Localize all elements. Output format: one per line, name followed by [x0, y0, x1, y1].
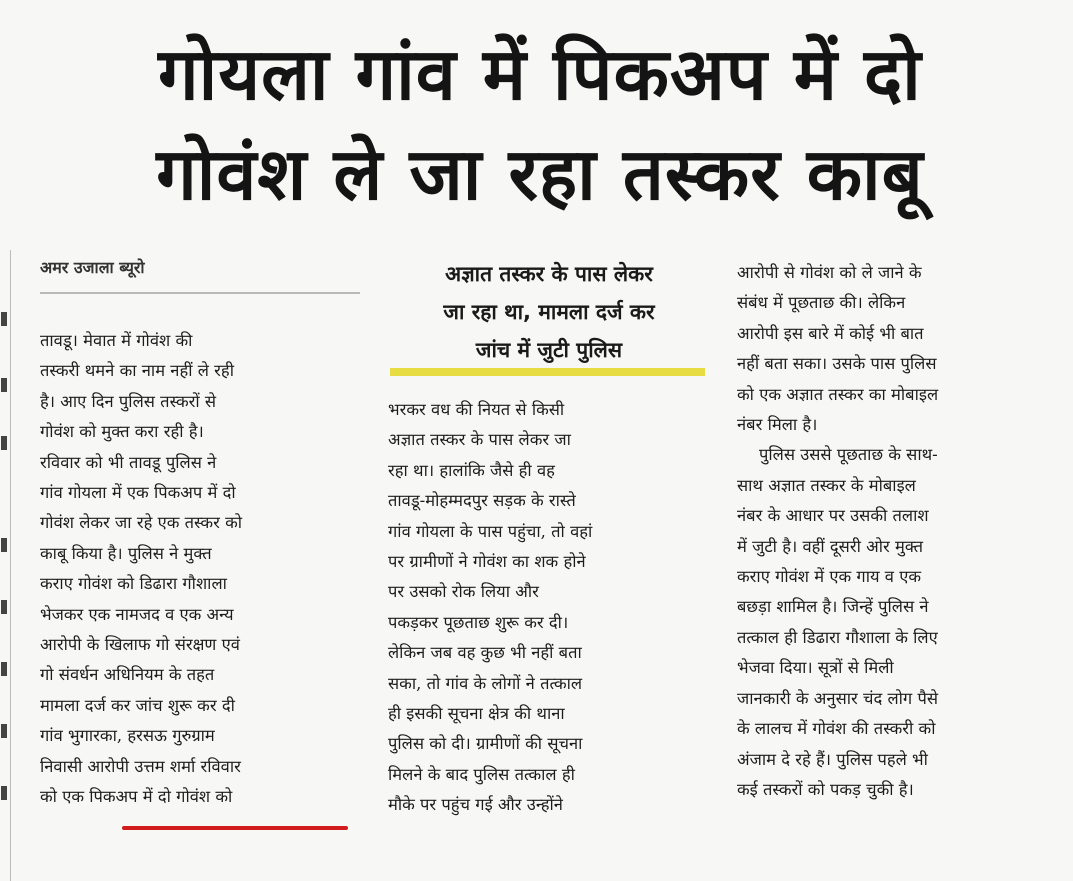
subheadline-line-1: अज्ञात तस्कर के पास लेकर [445, 262, 653, 286]
col3-line: भेजवा दिया। सूत्रों से मिली [737, 658, 894, 678]
col1-line: गांव गोयला में एक पिकअप में दो [40, 483, 236, 503]
col2-line: लेकिन जब वह कुछ भी नहीं बता [388, 643, 582, 663]
col2-line: पर उसको रोक लिया और [388, 582, 539, 602]
col3-line: संबंध में पूछताछ की। लेकिन [737, 293, 906, 313]
col3-line: के लालच में गोवंश की तस्करी को [737, 719, 936, 739]
col3-line: कई तस्करों को पकड़ चुकी है। [737, 779, 914, 799]
col3-line: जानकारी के अनुसार चंद लोग पैसे [737, 688, 938, 708]
col2-line: पर ग्रामीणों ने गोवंश का शक होने [388, 552, 586, 572]
col2-line: मिलने के बाद पुलिस तत्काल ही [388, 764, 575, 784]
col1-line: है। आए दिन पुलिस तस्करों से [40, 391, 217, 411]
col3-line: अंजाम दे रहे हैं। पुलिस पहले भी [737, 749, 928, 769]
article-column-2 [388, 395, 710, 821]
col2-line: सका, तो गांव के लोगों ने तत्काल [388, 673, 583, 693]
col2-line: ही इसकी सूचना क्षेत्र की थाना [388, 704, 565, 724]
col1-line: काबू किया है। पुलिस ने मुक्त [40, 543, 212, 563]
subheadline-line-3: जांच में जुटी पुलिस [475, 338, 623, 362]
col1-line: मामला दर्ज कर जांच शुरू कर दी [40, 695, 235, 715]
col2-line: पुलिस को दी। ग्रामीणों की सूचना [388, 734, 583, 754]
col2-line: मौके पर पहुंच गई और उन्होंने [388, 795, 563, 815]
col1-line: गोवंश को मुक्त करा रही है। [40, 422, 204, 442]
col2-line: रहा था। हालांकि जैसे ही वह [388, 460, 555, 480]
col1-line: को एक पिकअप में दो गोवंश को [40, 787, 233, 807]
article-column-1 [40, 326, 360, 813]
col3-line: आरोपी से गोवंश को ले जाने के [737, 263, 922, 282]
subheadline [388, 255, 710, 369]
subheadline-line-2: जा रहा था, मामला दर्ज कर [443, 300, 655, 324]
col2-line: भरकर वध की नियत से किसी [388, 400, 565, 419]
subheadline-underline [390, 368, 705, 376]
article-column-3 [737, 258, 1057, 805]
col1-line: रविवार को भी तावडू पुलिस ने [40, 452, 217, 472]
col1-line: तावडू। मेवात में गोवंश की [40, 331, 193, 350]
col3-line: साथ अज्ञात तस्कर के मोबाइल [737, 475, 916, 495]
col3-line: को एक अज्ञात तस्कर का मोबाइल [737, 384, 939, 404]
col1-line: तस्करी थमने का नाम नहीं ले रही [40, 361, 234, 381]
col2-line: अज्ञात तस्कर के पास लेकर जा [388, 430, 571, 450]
col1-line: निवासी आरोपी उत्तम शर्मा रविवार [40, 756, 241, 776]
col3-line: कराए गोवंश में एक गाय व एक [737, 567, 922, 587]
adjacent-column-edge [0, 250, 11, 881]
headline [20, 24, 1060, 224]
col2-line: तावडू-मोहम्मदपुर सड़क के रास्ते [388, 491, 576, 511]
col3-line: आरोपी इस बारे में कोई भी बात [737, 323, 924, 343]
col1-line: भेजकर एक नामजद व एक अन्य [40, 604, 234, 624]
headline-line-2: गोवंश ले जा रहा तस्कर काबू [156, 132, 924, 216]
col3-line: तत्काल ही डिढारा गौशाला के लिए [737, 627, 938, 647]
col2-line: गांव गोयला के पास पहुंचा, तो वहां [388, 521, 593, 541]
col3-line: पुलिस उससे पूछताछ के साथ- [759, 445, 938, 465]
col1-line: गोवंश लेकर जा रहे एक तस्कर को [40, 513, 243, 533]
col3-line: बछड़ा शामिल है। जिन्हें पुलिस ने [737, 597, 929, 617]
col3-line: में जुटी है। वहीं दूसरी ओर मुक्त [737, 536, 924, 556]
col3-line: नहीं बता सका। उसके पास पुलिस [737, 354, 937, 374]
col1-line: कराए गोवंश को डिढारा गौशाला [40, 574, 227, 594]
headline-line-1: गोयला गांव में पिकअप में दो [158, 32, 922, 116]
byline: अमर उजाला ब्यूरो [40, 256, 360, 294]
accused-name-underline [122, 826, 348, 830]
col1-line: आरोपी के खिलाफ गो संरक्षण एवं [40, 635, 240, 655]
col3-line: नंबर के आधार पर उसकी तलाश [737, 506, 929, 526]
col1-line: गांव भुगारका, हरसऊ गुरुग्राम [40, 726, 215, 746]
col1-line: गो संवर्धन अधिनियम के तहत [40, 665, 215, 685]
col2-line: पकड़कर पूछताछ शुरू कर दी। [388, 612, 569, 632]
col3-line: नंबर मिला है। [737, 415, 818, 435]
